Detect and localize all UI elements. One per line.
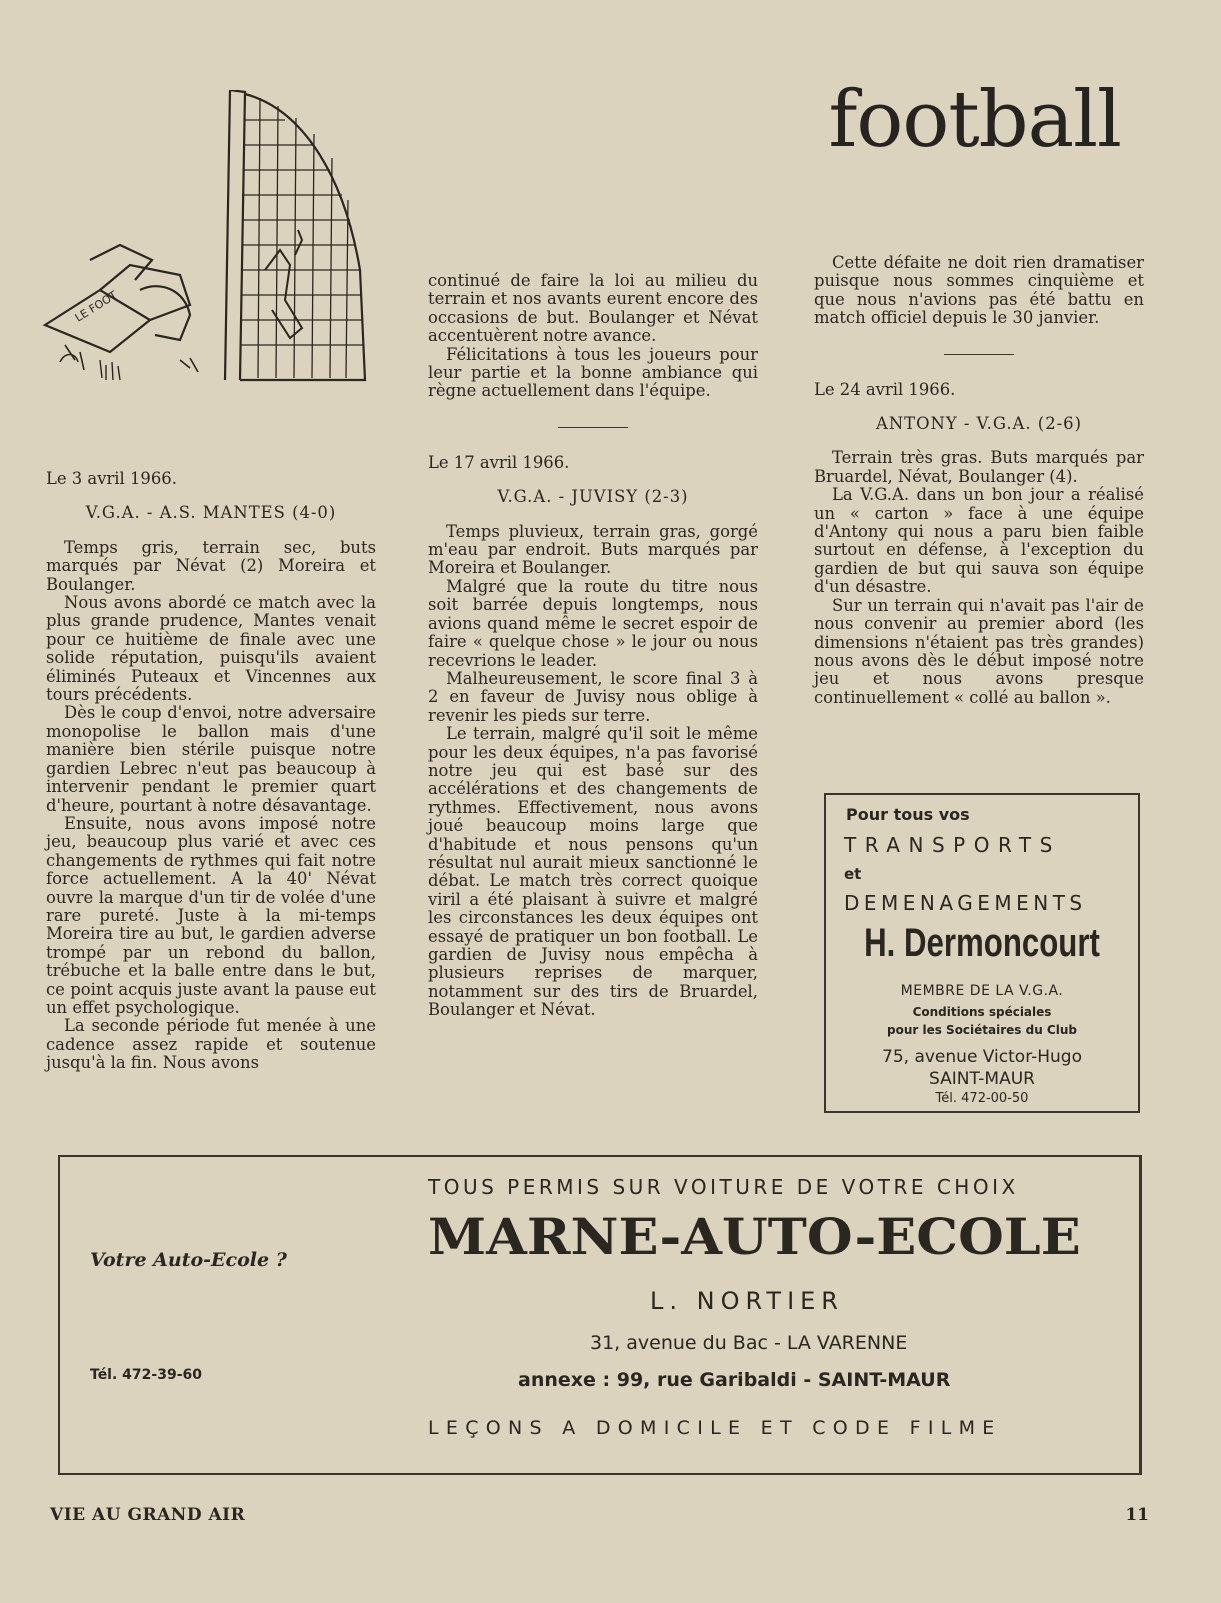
- article-column-3: [814, 254, 1144, 707]
- ad-company-name: MARNE-AUTO-ECOLE: [428, 1207, 1081, 1266]
- newspaper-caption: LE FOOT: [72, 288, 120, 325]
- ad-owner: L. NORTIER: [650, 1287, 844, 1315]
- dermoncourt-advertisement: [824, 793, 1140, 1113]
- match-title: V.G.A. - JUVISY (2-3): [497, 487, 689, 507]
- article-column-1: [46, 470, 376, 1073]
- paragraph: continué de faire la loi au milieu du terrain et nos avants eurent encore des occasions de but. Boulanger et Névat accentuèrent notre avance.: [428, 271, 758, 346]
- publication-name: VIE AU GRAND AIR: [50, 1505, 246, 1525]
- ad-phone: Tél. 472-00-50: [935, 1091, 1029, 1106]
- ad-company-name: H. Dermoncourt: [864, 921, 1100, 965]
- paragraph: La V.G.A. dans un bon jour a réalisé un « carton » face à une équipe d'Antony qui nous a paru bien faible surtout en défense, à l'exception du gardien de but qui sauva son équipe d'un désastre.: [814, 485, 1144, 597]
- ad-question: Votre Auto-Ecole ?: [90, 1249, 287, 1271]
- ad-phone: Tél. 472-39-60: [90, 1367, 202, 1383]
- paragraph: Nous avons abordé ce match avec la plus grande prudence, Mantes venait pour ce huitième de finale avec une solide réputation, puisqu'ils avaient éliminés Puteaux et Vincennes aux tours précédents.: [46, 593, 376, 705]
- section-title: football: [828, 75, 1121, 165]
- paragraph: Félicitations à tous les joueurs pour leur partie et la bonne ambiance qui règne actuellement dans l'équipe.: [428, 344, 758, 401]
- paragraph: Sur un terrain qui n'avait pas l'air de nous convenir au premier abord (les dimensions n'étaient pas très grandes) nous avons dès le début imposé notre jeu et nous avons presque continuellement « collé au ballon ».: [814, 595, 1144, 707]
- paragraph: La seconde période fut menée à une cadence assez rapide et soutenue jusqu'à la fin. Nous avons: [46, 1016, 376, 1073]
- match-date: Le 17 avril 1966.: [428, 452, 570, 472]
- football-cartoon-illustration: [40, 90, 380, 390]
- ad-line: pour les Sociétaires du Club: [887, 1023, 1077, 1037]
- ad-line: DEMENAGEMENTS: [844, 891, 1087, 915]
- ad-line: Pour tous vos: [846, 805, 970, 824]
- paragraph: Le terrain, malgré qu'il soit le même pour les deux équipes, n'a pas favorisé notre jeu qui est basé sur des accélérations et des changements de rythmes. Effectivement, nous avons joué beaucoup moins large que d'habitude et nous pensons qu'un résultat nul aurait mieux sanctionné le débat. Le match très correct quoique viril a été plaisant à suivre et malgré les circonstances les deux équipes ont essayé de pratiquer un bon football. Le gardien de Juvisy nous empêcha à plusieurs reprises de marquer, notamment sur des tirs de Bruardel, Boulanger et Névat.: [428, 724, 758, 1020]
- ad-line: Conditions spéciales: [912, 1005, 1052, 1019]
- ad-tagline: TOUS PERMIS SUR VOITURE DE VOTRE CHOIX: [428, 1175, 1019, 1199]
- paragraph: Ensuite, nous avons imposé notre jeu, beaucoup plus varié et avec ces changements de rythmes qui fait notre force actuellement. A la 40' Névat ouvre la marque d'un tir de volée d'une rare pureté. Juste à la mi-temps Moreira tire au but, le gardien adverse trompé par un rebond du ballon, trébuche et la balle entre dans le but, ce point acquis juste avant la pause eut un effet psychologique.: [46, 813, 376, 1017]
- match-title: V.G.A. - A.S. MANTES (4-0): [85, 503, 337, 523]
- ad-city: SAINT-MAUR: [929, 1069, 1035, 1089]
- ad-address: 75, avenue Victor-Hugo: [882, 1047, 1082, 1067]
- page-number: 11: [1125, 1505, 1149, 1525]
- ad-line: TRANSPORTS: [844, 833, 1061, 857]
- paragraph: Terrain très gras. Buts marqués par Bruardel, Névat, Boulanger (4).: [814, 448, 1144, 486]
- ad-line: MEMBRE DE LA V.G.A.: [900, 983, 1064, 999]
- paragraph: Malgré que la route du titre nous soit barrée depuis longtemps, nous avions quand même le secret espoir de faire « quelque chose » le jour ou nous recevrions le leader.: [428, 576, 758, 670]
- article-column-2: [428, 272, 758, 1020]
- ad-annex-address: annexe : 99, rue Garibaldi - SAINT-MAUR: [518, 1369, 951, 1391]
- ad-address: 31, avenue du Bac - LA VARENNE: [590, 1332, 908, 1354]
- paragraph: Dès le coup d'envoi, notre adversaire monopolise le ballon mais d'une manière bien stérile puisque notre gardien Lebrec n'eut pas beaucoup à intervenir pendant le premier quart d'heure, pourtant à notre désavantage.: [46, 703, 376, 815]
- match-date: Le 3 avril 1966.: [46, 469, 177, 488]
- paragraph: Temps gris, terrain sec, buts marqués par Névat (2) Moreira et Boulanger.: [46, 537, 376, 594]
- paragraph: Temps pluvieux, terrain gras, gorgé m'eau par endroit. Buts marqués par Moreira et Boulanger.: [428, 521, 758, 578]
- marne-auto-ecole-advertisement: [58, 1155, 1142, 1475]
- match-date: Le 24 avril 1966.: [814, 379, 956, 399]
- paragraph: Malheureusement, le score final 3 à 2 en faveur de Juvisy nous oblige à revenir les pieds sur terre.: [428, 668, 758, 725]
- ad-footer-line: LEÇONS A DOMICILE ET CODE FILME: [428, 1417, 1002, 1439]
- ad-line: et: [844, 865, 862, 883]
- match-title: ANTONY - V.G.A. (2-6): [875, 414, 1082, 434]
- paragraph: Cette défaite ne doit rien dramatiser puisque nous sommes cinquième et que nous n'avions pas été battu en match officiel depuis le 30 janvier.: [814, 253, 1144, 328]
